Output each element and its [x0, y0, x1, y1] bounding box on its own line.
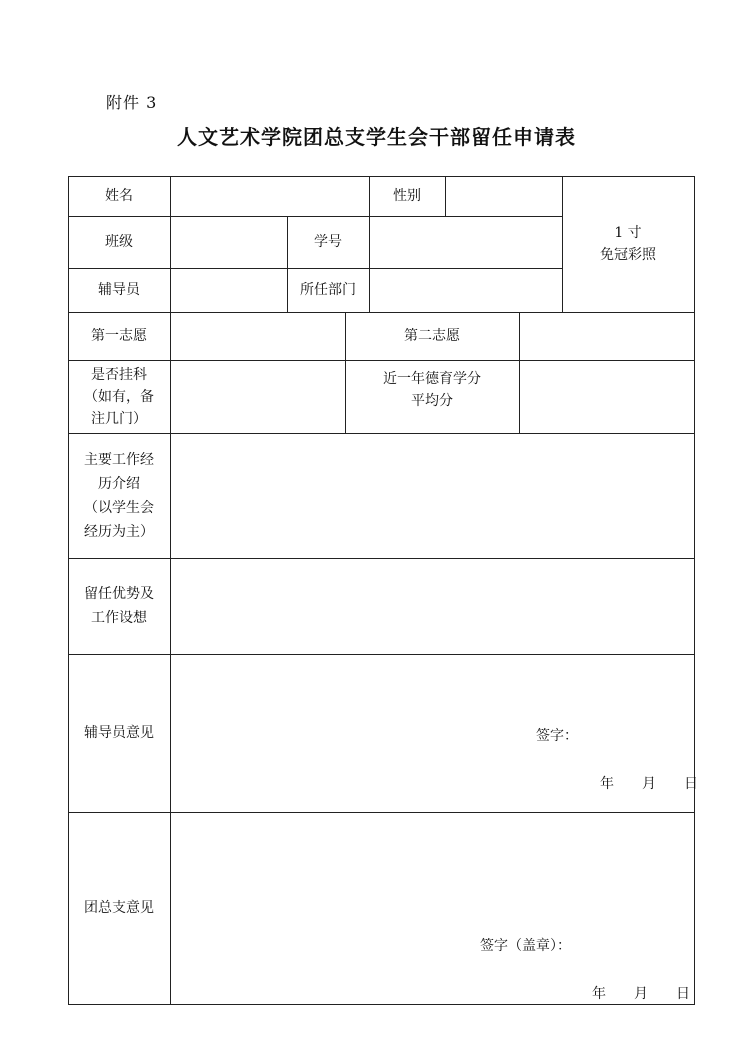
counselor-label: 辅导员	[98, 282, 140, 298]
photo-placeholder[interactable]	[562, 176, 694, 312]
branch-signature-label: 签字（盖章）：	[480, 938, 571, 954]
student-id-label: 学号	[314, 234, 342, 250]
class-field[interactable]	[171, 217, 287, 268]
counselor-signature-label: 签字：	[536, 728, 578, 744]
photo-desc-text: 免冠彩照	[600, 247, 656, 263]
branch-opinion-label: 团总支意见	[84, 900, 154, 916]
choice2-label: 第二志愿	[404, 328, 460, 344]
counselor-opinion-label: 辅导员意见	[84, 725, 154, 741]
failed-courses-label: 是否挂科 （如有，备 注几门）	[84, 366, 154, 427]
department-label: 所任部门	[300, 282, 356, 298]
branch-date-label: 年 月 日	[592, 986, 690, 1002]
advantages-label: 留任优势及 工作设想	[84, 586, 154, 626]
department-field[interactable]	[370, 269, 562, 312]
form-title: 人文艺术学院团总支学生会干部留任申请表	[177, 125, 576, 149]
experience-label: 主要工作经 历介绍 （以学生会 经历为主）	[84, 451, 154, 540]
table-border-bottom	[68, 1004, 695, 1005]
student-id-field[interactable]	[370, 217, 562, 268]
gender-field[interactable]	[446, 177, 562, 216]
counselor-field[interactable]	[171, 269, 287, 312]
table-border-right	[694, 176, 695, 1005]
application-table	[68, 176, 698, 1005]
experience-field[interactable]	[171, 434, 694, 558]
photo-size-text: 1 寸	[614, 225, 642, 241]
moral-score-label: 近一年德育学分 平均分	[383, 371, 481, 409]
counselor-date-label: 年 月 日	[600, 776, 698, 792]
branch-opinion-field[interactable]	[171, 813, 694, 1004]
class-label: 班级	[105, 234, 133, 250]
gender-label: 性别	[393, 188, 421, 204]
moral-score-field[interactable]	[520, 361, 694, 433]
choice1-field[interactable]	[171, 313, 345, 360]
advantages-field[interactable]	[171, 559, 694, 654]
failed-courses-field[interactable]	[171, 361, 345, 433]
attachment-label: 附件 3	[106, 93, 158, 112]
choice2-field[interactable]	[520, 313, 694, 360]
choice1-label: 第一志愿	[91, 328, 147, 344]
name-field[interactable]	[171, 177, 369, 216]
name-label: 姓名	[105, 188, 133, 204]
